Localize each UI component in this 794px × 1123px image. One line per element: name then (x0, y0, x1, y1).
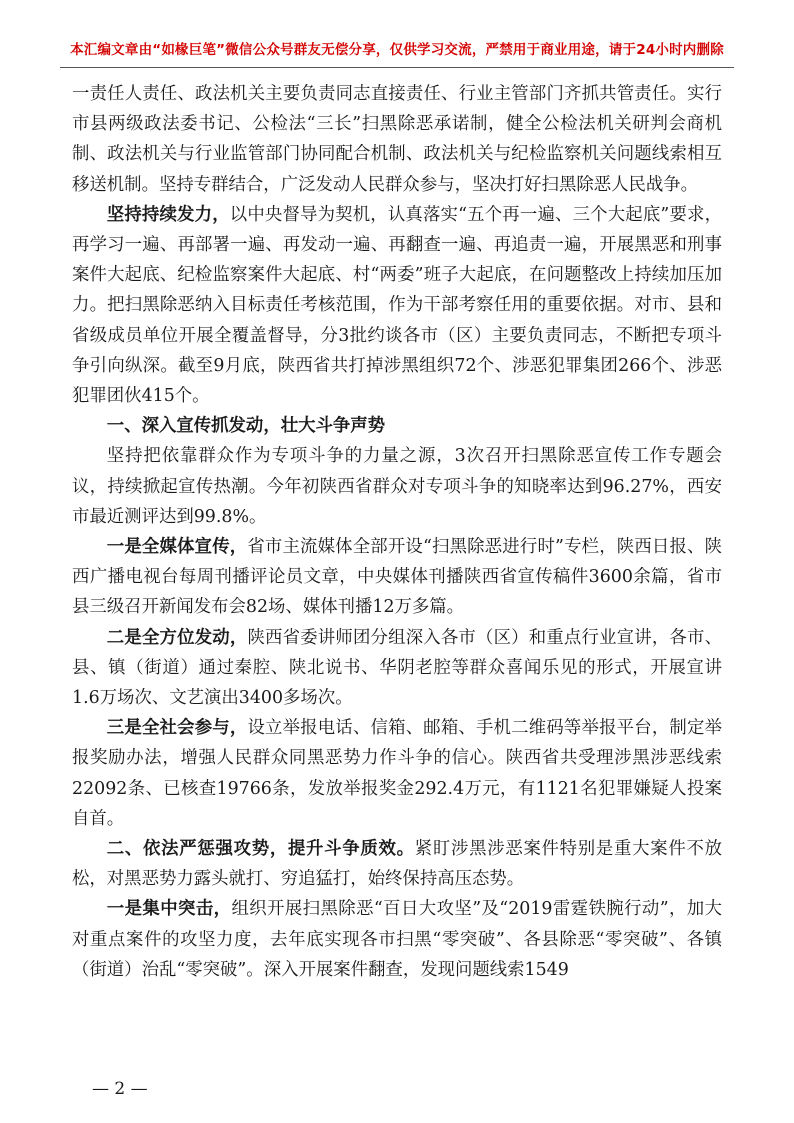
paragraph-publicity (72, 441, 722, 532)
paragraph-text: 紧盯涉黑涉恶案件特别是重大案件不放松，对黑恶势力露头就打、穷追猛打，始终保持高压态势。 (72, 839, 722, 890)
paragraph-all-media (72, 532, 722, 623)
paragraph-all-round (72, 623, 722, 714)
paragraph-text: 陕西省委讲师团分组深入各市（区）和重点行业宣讲，各市、县、镇（街道）通过秦腔、陕北说书、华阴老腔等群众喜闻乐见的形式，开展宣讲1.6万场次、文艺演出3400多场次。 (72, 627, 722, 709)
paragraph-text: 设立举报电话、信箱、邮箱、手机二维码等举报平台，制定举报奖励办法，增强人民群众同黑恶势力作斗争的信心。陕西省共受理涉黑涉恶线索22092条、已核查19766条，发放举报奖金292.4万元，有1121名犯罪嫌疑人投案自首。 (72, 718, 722, 829)
document-body (72, 79, 722, 985)
paragraph-concentrated-attack (72, 894, 722, 985)
paragraph-text: 坚持把依靠群众作为专项斗争的力量之源，3次召开扫黑除恶宣传工作专题会议，持续掀起宣传热潮。今年初陕西省群众对专项斗争的知晓率达到96.27%，西安市最近测评达到99.8%。 (72, 446, 722, 527)
header-divider (60, 67, 734, 68)
section-heading-text: 二、依法严惩强攻势，提升斗争质效。 (106, 839, 415, 860)
copyright-banner: 本汇编文章由“如椽巨笔”微信公众号群友无偿分享，仅供学习交流，严禁用于商业用途，请于24小时内删除 (70, 42, 724, 58)
paragraph-lead: 一是集中突击， (106, 899, 232, 920)
page-number: — 2 — (92, 1079, 148, 1099)
paragraph-society (72, 713, 722, 834)
paragraph-text: 组织开展扫黑除恶“百日大攻坚”及“2019雷霆铁腕行动”，加大对重点案件的攻坚力度，去年底实现各市扫黑“零突破”、各县除恶“零突破”、各镇（街道）治乱“零突破”。深入开展案件翻查，发现问题线索1549 (72, 899, 722, 980)
section-heading-2 (72, 834, 722, 894)
section-heading-text: 一、深入宣传抓发动，壮大斗争声势 (106, 416, 386, 437)
paragraph-continued (72, 79, 722, 200)
paragraph-text: 省市主流媒体全部开设“扫黑除恶进行时”专栏，陕西日报、陕西广播电视台每周刊播评论员文章，中央媒体刊播陕西省宣传稿件3600余篇，省市县三级召开新闻发布会82场、媒体刊播12万多篇。 (72, 537, 722, 618)
section-heading-1 (72, 411, 722, 441)
paragraph-lead: 二是全方位发动， (106, 627, 248, 648)
paragraph-text: 一责任人责任、政法机关主要负责同志直接责任、行业主管部门齐抓共管责任。实行市县两级政法委书记、公检法“三长”扫黑除恶承诺制，健全公检法机关研判会商机制、政法机关与行业监管部门协同配合机制、政法机关与纪检监察机关问题线索相互移送机制。坚持专群结合，广泛发动人民群众参与，坚决打好扫黑除恶人民战争。 (72, 84, 722, 195)
paragraph-lead: 三是全社会参与， (106, 718, 248, 739)
paragraph-lead: 一是全媒体宣传， (106, 537, 248, 558)
paragraph-lead: 坚持持续发力， (106, 204, 230, 225)
paragraph-text: 以中央督导为契机，认真落实“五个再一遍、三个大起底”要求，再学习一遍、再部署一遍、再发动一遍、再翻查一遍、再追责一遍，开展黑恶和刑事案件大起底、纪检监察案件大起底、村“两委”班子大起底，在问题整改上持续加压加力。把扫黑除恶纳入目标责任考核范围，作为干部考察任用的重要依据。对市、县和省级成员单位开展全覆盖督导，分3批约谈各市（区）主要负责同志，不断把专项斗争引向纵深。截至9月底，陕西省共打掉涉黑组织72个、涉恶犯罪集团266个、涉恶犯罪团伙415个。 (72, 204, 722, 407)
paragraph-sustained-effort (72, 200, 722, 411)
